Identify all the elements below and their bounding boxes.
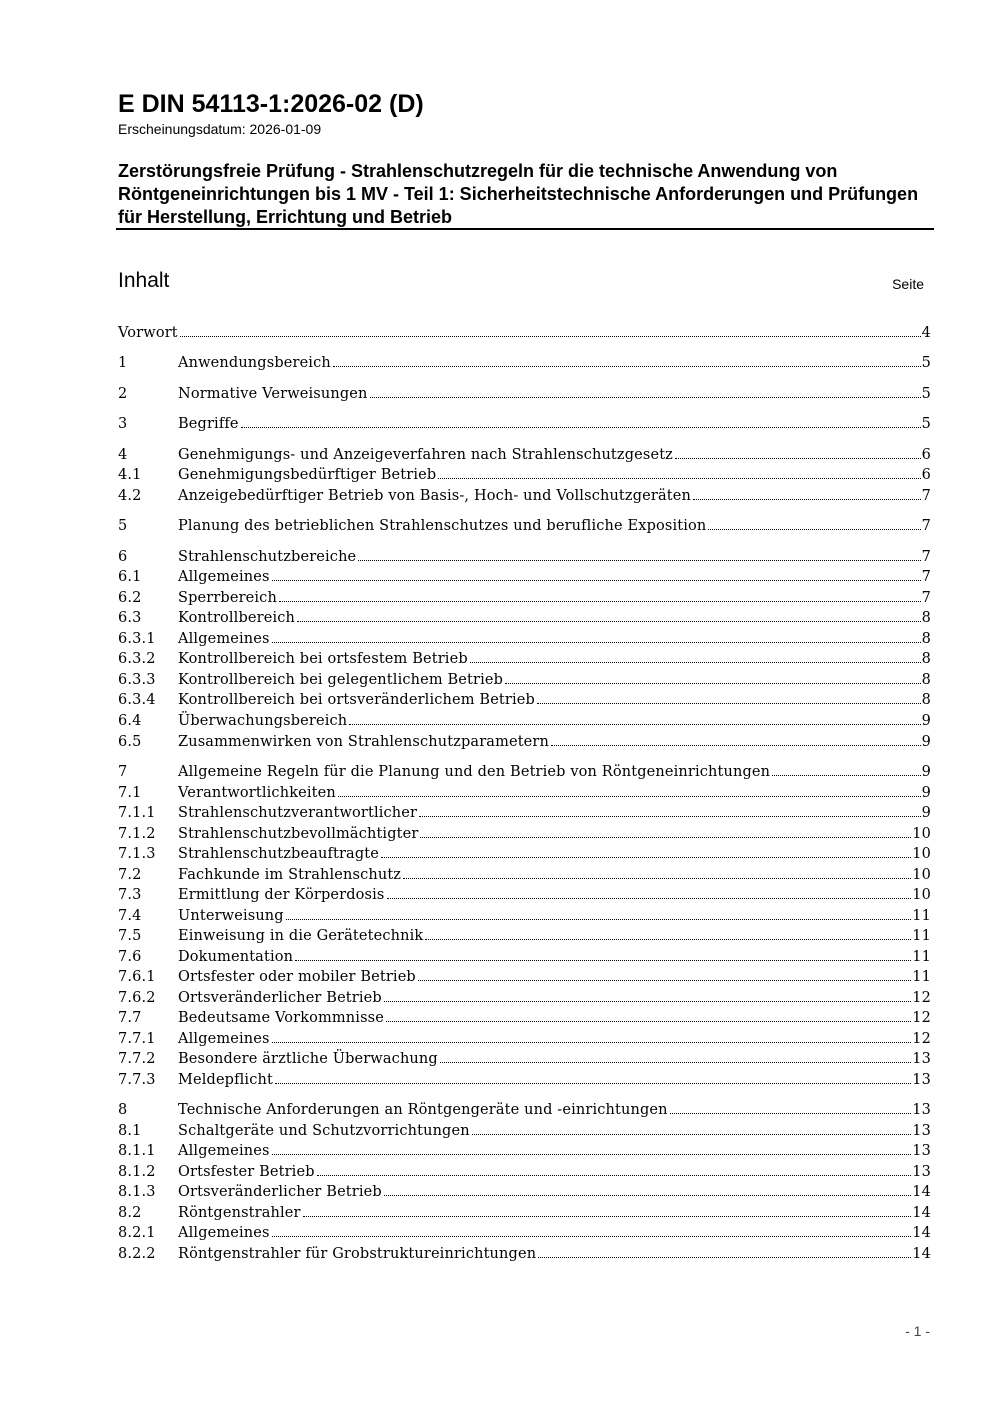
toc-entry-number: 7.7.2 (118, 1051, 156, 1067)
toc-entry-number: 7 (118, 764, 128, 780)
toc-entry-title: Allgemeines (178, 631, 270, 647)
toc-entry-title: Einweisung in die Gerätetechnik (178, 928, 424, 944)
toc-entry-title: Unterweisung (178, 908, 284, 924)
toc-entry-title: Allgemeines (178, 1031, 270, 1047)
toc-leader-dots (338, 795, 921, 797)
toc-leader-dots (381, 856, 911, 858)
toc-entry-title: Kontrollbereich bei gelegentlichem Betrieb (178, 672, 504, 688)
toc-entry-number: 8.1.3 (118, 1184, 156, 1200)
toc-entry-number: 7.4 (118, 908, 142, 924)
toc-entry-number: 2 (118, 386, 128, 402)
toc-leader-dots (384, 1194, 911, 1196)
toc-entry-title: Fachkunde im Strahlenschutz (178, 867, 402, 883)
toc-entry-title: Anzeigebedürftiger Betrieb von Basis-, Hoch- und Vollschutzgeräten (178, 488, 691, 504)
toc-entry-title: Ortsfester Betrieb (178, 1164, 315, 1180)
toc-leader-dots (333, 365, 921, 367)
toc-leader-dots (349, 723, 920, 725)
toc-entry[interactable] (118, 416, 931, 436)
toc-entry-page: 8 (921, 692, 931, 708)
toc-entry[interactable] (118, 1010, 931, 1030)
toc-entry-page: 13 (912, 1164, 931, 1180)
toc-leader-dots (370, 396, 921, 398)
toc-leader-dots (272, 1041, 912, 1043)
toc-entry-page: 9 (921, 713, 931, 729)
toc-entry[interactable] (118, 325, 931, 345)
toc-leader-dots (470, 661, 921, 663)
toc-entry-number: 7.1.1 (118, 805, 156, 821)
toc-leader-dots (295, 959, 911, 961)
toc-entry[interactable] (118, 518, 931, 538)
page-number: - 1 - (905, 1323, 930, 1339)
toc-entry-number: 8.1.2 (118, 1164, 156, 1180)
toc-entry[interactable] (118, 1102, 931, 1122)
toc-entry-title: Meldepflicht (178, 1072, 273, 1088)
toc-entry-number: 1 (118, 355, 128, 371)
toc-entry[interactable] (118, 1031, 931, 1051)
toc-entry-title: Normative Verweisungen (178, 386, 368, 402)
toc-entry[interactable] (118, 355, 931, 375)
toc-entry[interactable] (118, 785, 931, 805)
toc-entry-page: 8 (921, 672, 931, 688)
toc-entry-page: 8 (921, 631, 931, 647)
toc-entry-number: 6.2 (118, 590, 142, 606)
toc-entry[interactable] (118, 846, 931, 866)
toc-leader-dots (675, 457, 921, 459)
toc-entry-title: Zusammenwirken von Strahlenschutzparametern (178, 734, 549, 750)
toc-entry-title: Strahlenschutzverantwortlicher (178, 805, 418, 821)
toc-entry-page: 11 (912, 949, 931, 965)
toc-entry[interactable] (118, 826, 931, 846)
toc-entry-title: Überwachungsbereich (178, 713, 348, 729)
toc-entry[interactable] (118, 1184, 931, 1204)
toc-leader-dots (551, 744, 921, 746)
toc-leader-dots (241, 426, 921, 428)
toc-entry-page: 5 (921, 355, 931, 371)
toc-entry-page: 14 (912, 1246, 931, 1262)
toc-entry-title: Röntgenstrahler für Grobstruktureinrichtungen (178, 1246, 537, 1262)
toc-entry-page: 6 (921, 447, 931, 463)
toc-leader-dots (387, 897, 912, 899)
toc-entry-page: 13 (912, 1143, 931, 1159)
toc-entry-page: 7 (921, 488, 931, 504)
toc-entry-page: 9 (921, 764, 931, 780)
toc-entry[interactable] (118, 1205, 931, 1225)
toc-entry[interactable] (118, 610, 931, 630)
toc-entry-page: 12 (912, 1031, 931, 1047)
toc-entry-number: 6.3.4 (118, 692, 156, 708)
toc-entry-title: Verantwortlichkeiten (178, 785, 336, 801)
toc-entry-page: 14 (912, 1184, 931, 1200)
toc-entry[interactable] (118, 631, 931, 651)
toc-entry[interactable] (118, 1051, 931, 1071)
toc-entry-title: Ermittlung der Körperdosis (178, 887, 385, 903)
toc-entry-number: 4.2 (118, 488, 142, 504)
toc-entry[interactable] (118, 969, 931, 989)
toc-entry-title: Allgemeines (178, 1143, 270, 1159)
toc-entry-number: 7.1.3 (118, 846, 156, 862)
toc-entry-number: 7.7 (118, 1010, 142, 1026)
toc-entry-page: 7 (921, 518, 931, 534)
toc-leader-dots (403, 877, 911, 879)
toc-entry-page: 7 (921, 549, 931, 565)
toc-entry-page: 11 (912, 969, 931, 985)
toc-leader-dots (418, 979, 911, 981)
toc-entry-title: Strahlenschutzbereiche (178, 549, 357, 565)
toc-entry[interactable] (118, 887, 931, 907)
toc-entry[interactable] (118, 467, 931, 487)
toc-entry-page: 7 (921, 569, 931, 585)
toc-entry-page: 5 (921, 416, 931, 432)
toc-entry-number: 6.5 (118, 734, 142, 750)
toc-entry-title: Ortsveränderlicher Betrieb (178, 1184, 382, 1200)
toc-leader-dots (272, 1153, 912, 1155)
publication-date: Erscheinungsdatum: 2026-01-09 (118, 121, 322, 137)
toc-entry-page: 10 (912, 826, 931, 842)
toc-entry[interactable] (118, 1246, 931, 1266)
toc-entry-page: 6 (921, 467, 931, 483)
toc-entry-number: 7.1 (118, 785, 142, 801)
toc-entry[interactable] (118, 386, 931, 406)
toc-entry-number: 7.3 (118, 887, 142, 903)
toc-heading: Inhalt (118, 269, 170, 292)
toc-leader-dots (384, 1000, 911, 1002)
toc-entry-number: 7.6.1 (118, 969, 156, 985)
toc-entry-page: 10 (912, 846, 931, 862)
toc-entry-number: 4.1 (118, 467, 142, 483)
toc-entry[interactable] (118, 1164, 931, 1184)
toc-entry[interactable] (118, 928, 931, 948)
toc-entry-page: 4 (921, 325, 931, 341)
toc-leader-dots (420, 836, 911, 838)
toc-entry-page: 12 (912, 990, 931, 1006)
toc-leader-dots (472, 1133, 912, 1135)
toc-entry-title: Ortsveränderlicher Betrieb (178, 990, 382, 1006)
toc-leader-dots (272, 579, 921, 581)
toc-entry-title: Allgemeine Regeln für die Planung und den Betrieb von Röntgeneinrichtungen (178, 764, 771, 780)
toc-entry[interactable] (118, 590, 931, 610)
toc-entry-number: 7.6.2 (118, 990, 156, 1006)
toc-entry-number: 6.3.2 (118, 651, 156, 667)
toc-leader-dots (358, 559, 920, 561)
toc-entry[interactable] (118, 764, 931, 784)
toc-entry-page: 13 (912, 1123, 931, 1139)
toc-leader-dots (279, 600, 921, 602)
toc-entry-number: 8.1 (118, 1123, 142, 1139)
toc-entry-page: 9 (921, 785, 931, 801)
toc-entry-title: Genehmigungs- und Anzeigeverfahren nach Strahlenschutzgesetz (178, 447, 673, 463)
toc-entry[interactable] (118, 549, 931, 569)
toc-entry-title: Strahlenschutzbevollmächtigter (178, 826, 419, 842)
toc-entry-number: 6.3.1 (118, 631, 156, 647)
toc-entry-title: Besondere ärztliche Überwachung (178, 1051, 438, 1067)
toc-entry[interactable] (118, 692, 931, 712)
toc-entry[interactable] (118, 1225, 931, 1245)
toc-entry-title: Dokumentation (178, 949, 294, 965)
toc-entry[interactable] (118, 672, 931, 692)
toc-leader-dots (303, 1215, 912, 1217)
toc-leader-dots (440, 1061, 911, 1063)
toc-entry[interactable] (118, 805, 931, 825)
toc-entry-number: 8.1.1 (118, 1143, 156, 1159)
toc-entry-page: 14 (912, 1225, 931, 1241)
toc-entry-number: 5 (118, 518, 128, 534)
toc-leader-dots (419, 815, 921, 817)
toc-entry[interactable] (118, 990, 931, 1010)
document-title: Zerstörungsfreie Prüfung - Strahlenschutzregeln für die technische Anwendung von Röntgeneinrichtungen bis 1 MV - Teil 1: Sicherheitstechnische Anforderungen und Prüfungen für Herstellung, Errichtung und Betrieb (118, 161, 919, 227)
toc-entry-page: 10 (912, 887, 931, 903)
toc-entry-number: 7.6 (118, 949, 142, 965)
toc-entry-number: 6.4 (118, 713, 142, 729)
toc-entry-number: 8 (118, 1102, 128, 1118)
toc-entry-page: 11 (912, 908, 931, 924)
toc-entry-page: 8 (921, 651, 931, 667)
toc-entry-page: 13 (912, 1051, 931, 1067)
toc-entry-title: Allgemeines (178, 569, 270, 585)
toc-entry-title: Planung des betrieblichen Strahlenschutzes und berufliche Exposition (178, 518, 707, 534)
toc-entry[interactable] (118, 651, 931, 671)
toc-entry[interactable] (118, 734, 931, 754)
toc-entry-page: 8 (921, 610, 931, 626)
toc-entry[interactable] (118, 488, 931, 508)
toc-leader-dots (272, 641, 921, 643)
toc-entry[interactable] (118, 1143, 931, 1163)
toc-entry-number: 7.7.3 (118, 1072, 156, 1088)
toc-leader-dots (693, 498, 921, 500)
toc-entry-title: Begriffe (178, 416, 239, 432)
toc-leader-dots (272, 1235, 912, 1237)
toc-leader-dots (708, 528, 920, 530)
toc-entry-page: 5 (921, 386, 931, 402)
toc-entry-page: 9 (921, 734, 931, 750)
toc-entry-page: 9 (921, 805, 931, 821)
toc-entry-number: 4 (118, 447, 128, 463)
toc-page-column-label: Seite (892, 276, 924, 292)
toc-entry-title: Kontrollbereich bei ortsveränderlichem Betrieb (178, 692, 535, 708)
toc-entry-number: 7.1.2 (118, 826, 156, 842)
toc-entry-page: 12 (912, 1010, 931, 1026)
toc-entry-number: 3 (118, 416, 128, 432)
toc-entry-number: 7.7.1 (118, 1031, 156, 1047)
toc-entry-number: 8.2.1 (118, 1225, 156, 1241)
toc-entry-number: 6.3.3 (118, 672, 156, 688)
document-id: E DIN 54113-1:2026-02 (D) (118, 90, 424, 118)
toc-entry-number: 6 (118, 549, 128, 565)
toc-entry[interactable] (118, 1123, 931, 1143)
toc-entry-title: Technische Anforderungen an Röntgengeräte und -einrichtungen (178, 1102, 668, 1118)
toc-entry-page: 13 (912, 1102, 931, 1118)
toc-entry-title: Schaltgeräte und Schutzvorrichtungen (178, 1123, 470, 1139)
toc-entry-title: Anwendungsbereich (178, 355, 331, 371)
toc-leader-dots (438, 477, 920, 479)
toc-entry-title: Allgemeines (178, 1225, 270, 1241)
title-divider (116, 228, 934, 230)
toc-entry[interactable] (118, 569, 931, 589)
toc-leader-dots (317, 1174, 912, 1176)
toc-entry-number: 6.3 (118, 610, 142, 626)
toc-entry-title: Genehmigungsbedürftiger Betrieb (178, 467, 437, 483)
toc-entry-number: 8.2 (118, 1205, 142, 1221)
toc-entry[interactable] (118, 713, 931, 733)
toc-leader-dots (537, 702, 921, 704)
toc-entry-title: Vorwort (118, 325, 178, 341)
toc-leader-dots (505, 682, 921, 684)
toc-leader-dots (772, 774, 920, 776)
toc-entry-title: Kontrollbereich (178, 610, 295, 626)
toc-entry-title: Ortsfester oder mobiler Betrieb (178, 969, 416, 985)
toc-leader-dots (180, 335, 921, 337)
toc-leader-dots (286, 918, 912, 920)
toc-leader-dots (386, 1020, 911, 1022)
toc-entry-number: 7.2 (118, 867, 142, 883)
toc-entry-number: 7.5 (118, 928, 142, 944)
toc-entry-title: Bedeutsame Vorkommnisse (178, 1010, 384, 1026)
toc-leader-dots (275, 1082, 911, 1084)
toc-entry-page: 7 (921, 590, 931, 606)
toc-entry-page: 11 (912, 928, 931, 944)
toc-entry[interactable] (118, 867, 931, 887)
toc-entry[interactable] (118, 908, 931, 928)
toc-entry[interactable] (118, 1072, 931, 1092)
toc-entry[interactable] (118, 447, 931, 467)
toc-entry-page: 10 (912, 867, 931, 883)
toc-entry-title: Kontrollbereich bei ortsfestem Betrieb (178, 651, 468, 667)
toc-entry-title: Strahlenschutzbeauftragte (178, 846, 379, 862)
toc-entry-title: Sperrbereich (178, 590, 277, 606)
toc-entry-page: 14 (912, 1205, 931, 1221)
toc-entry[interactable] (118, 949, 931, 969)
toc-entry-number: 8.2.2 (118, 1246, 156, 1262)
toc-entry-title: Röntgenstrahler (178, 1205, 301, 1221)
toc-leader-dots (297, 620, 921, 622)
toc-entry-number: 6.1 (118, 569, 142, 585)
toc-leader-dots (670, 1112, 912, 1114)
toc-leader-dots (538, 1256, 911, 1258)
toc-leader-dots (425, 938, 911, 940)
toc-entry-page: 13 (912, 1072, 931, 1088)
